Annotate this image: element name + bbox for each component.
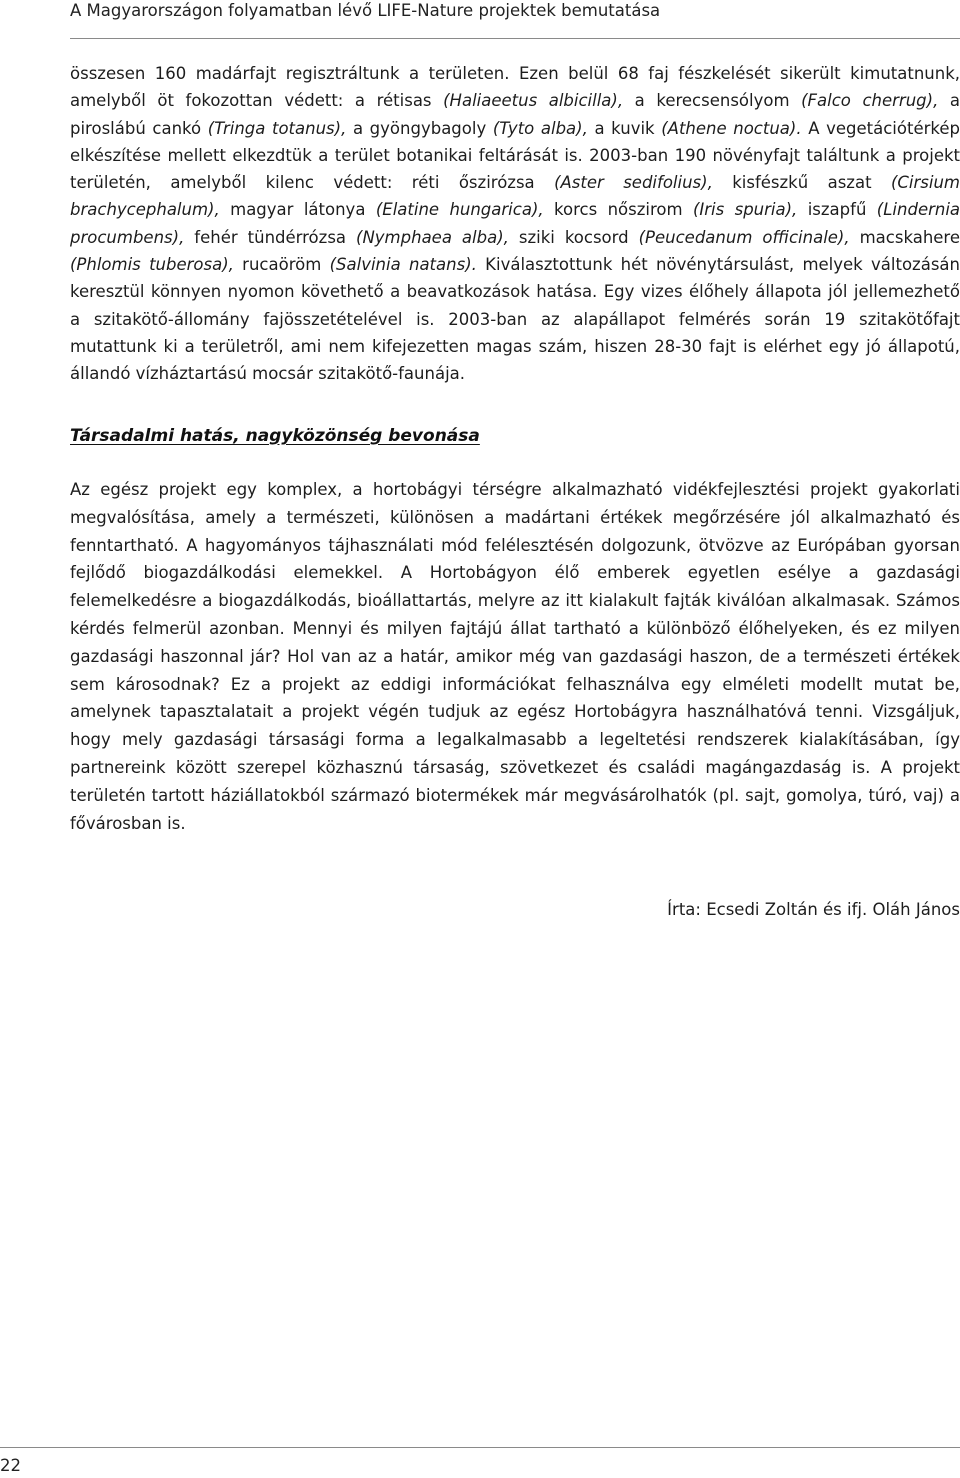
- species-name: (Aster sedifolius),: [554, 173, 713, 193]
- text-run: fehér tündérrózsa: [184, 227, 357, 247]
- text-run: sziki kocsord: [508, 227, 639, 247]
- text-run: a gyöngybagoly: [346, 118, 493, 138]
- header-divider: [70, 38, 960, 39]
- text-run: macskahere: [849, 227, 960, 247]
- section-heading: Társadalmi hatás, nagyközönség bevonása: [70, 426, 480, 446]
- species-name: (Tyto alba),: [492, 118, 588, 138]
- species-name: (Falco cherrug),: [801, 91, 939, 111]
- text-run: a kerecsensólyom: [623, 91, 802, 111]
- species-name: (Nymphaea alba),: [356, 227, 509, 247]
- text-run: iszapfű: [797, 200, 877, 220]
- text-run: magyar látonya: [219, 200, 376, 220]
- species-name: (Cirsium brachycephalum),: [70, 173, 960, 220]
- text-run: összesen 160 madárfajt regisztráltunk a területen. Ezen belül 68 faj fészkelését sikerült kimutatnunk, amelyből öt fokozottan védett: a rétisas: [70, 64, 960, 111]
- text-run: kisfészkű aszat: [712, 173, 891, 193]
- text-run: Kiválasztottunk hét növénytársulást, melyek változásán keresztül könnyen nyomon követhető a beavatkozások hatása. Egy vizes élőhely állapota jól jellemezhető a szitakötő-állomány fajösszetételével is. 2003-ban az alapállapot felmérés során 19 szitakötőfajt mutattunk ki a területről, ami nem kifejezetten magas szám, hiszen 28-30 fajt is elérhet egy jó állapotú, állandó vízháztartású mocsár szitakötő-faunája.: [70, 255, 960, 384]
- footer-divider: [0, 1447, 960, 1448]
- page-number: 22: [0, 1456, 21, 1475]
- author-signature: Írta: Ecsedi Zoltán és ifj. Oláh János: [667, 900, 960, 919]
- text-run: a piroslábú cankó: [70, 91, 960, 138]
- species-name: (Salvinia natans).: [329, 255, 477, 275]
- species-name: (Elatine hungarica),: [375, 200, 544, 220]
- species-name: (Peucedanum officinale),: [638, 227, 850, 247]
- text-run: a kuvik: [587, 118, 662, 138]
- text-run: A vegetációtérkép elkészítése mellett elkezdtük a terület botanikai feltárását is. 2003-ban 190 növényfajt találtunk a projekt területén, amelyből kilenc védett: réti őszirózsa: [70, 118, 960, 193]
- species-name: (Haliaeetus albicilla),: [443, 91, 624, 111]
- species-name: (Athene noctua).: [661, 118, 802, 138]
- text-run: korcs nőszirom: [543, 200, 693, 220]
- species-name: (Phlomis tuberosa),: [70, 255, 234, 275]
- species-name: (Iris spuria),: [692, 200, 798, 220]
- running-header: A Magyarországon folyamatban lévő LIFE-Nature projektek bemutatása: [70, 1, 661, 20]
- species-name: (Lindernia procumbens),: [70, 200, 960, 247]
- species-name: (Tringa totanus),: [207, 118, 347, 138]
- body-paragraph-2: Az egész projekt egy komplex, a hortobágyi térségre alkalmazható vidékfejlesztési projekt gyakorlati megvalósítása, amely a természeti, különösen a madártani értékek megőrzésére jól alkalmazható és fenntartható. A hagyományos tájhasználati mód felélesztésén dolgozunk, ötvözve az Európában gyorsan fejlődő biogazdálkodási elemekkel. A Hortobágyon élő emberek egyetlen esélye a gazdasági felemelkedésre a biogazdálkodás, bioállattartás, melyre az itt kialakult fajták kiválóan alkalmasak. Számos kérdés felmerül azonban. Mennyi és milyen fajtájú állat tartható a különböző élőhelyeken, és ez milyen gazdasági haszonnal jár? Hol van az a határ, amikor még van gazdasági haszon, de a természeti értékek sem károsodnak? Ez a projekt az eddigi információkat felhasználva egy elméleti modellt mutat be, amelynek tapasztalatait a projekt végén tudjuk az egész Hortobágyra használhatóvá tenni. Vizsgáljuk, hogy mely gazdasági társasági forma a legalkalmasabb a legeltetési rendszerek kialakításában, így partnereink között szerepel közhasznú társaság, szövetkezet és családi magángazdaság is. A projekt területén tartott háziállatokból származó biotermékek már megvásárolhatók (pl. sajt, gomolya, túró, vaj) a fővárosban is.: [70, 480, 960, 833]
- text-run: rucaöröm: [233, 255, 330, 275]
- body-paragraph-1: [70, 60, 960, 388]
